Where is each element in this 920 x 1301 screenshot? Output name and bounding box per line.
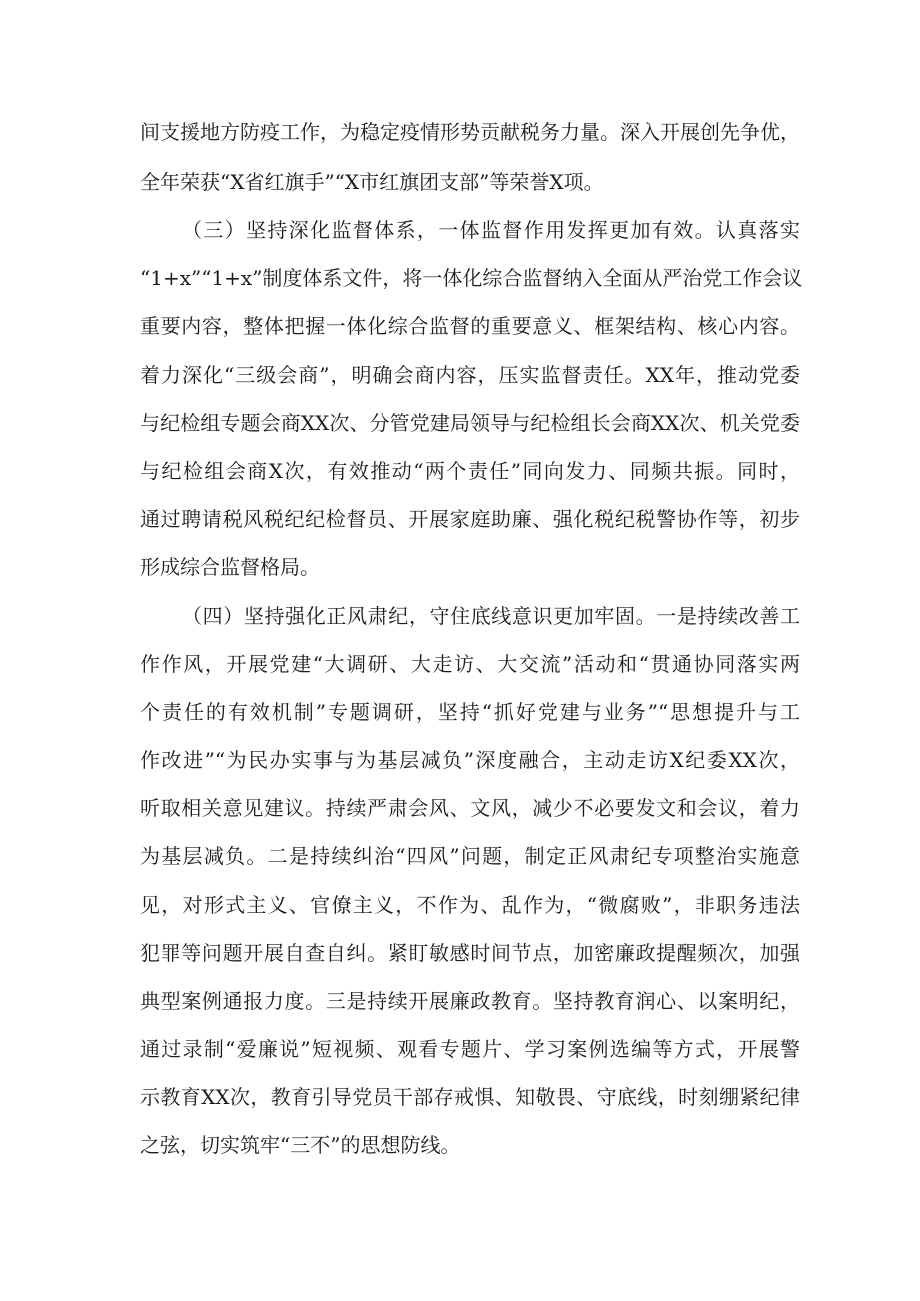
text-line-7: 与纪检组专题会商XX次、分管党建局领导与纪检组长会商XX次、机关党委 <box>140 411 800 435</box>
text-line-19: 典型案例通报力度。三是持续开展廉政教育。坚持教育润心、以案明纪， <box>140 989 800 1013</box>
text-line-10: 形成综合监督格局。 <box>140 555 320 579</box>
section-four-heading-line: （四）坚持强化正风肃纪，守住底线意识更加牢固。一是持续改善工 <box>182 604 800 628</box>
text-line-22: 之弦，切实筑牢“三不”的思想防线。 <box>140 1133 461 1157</box>
text-line-16: 为基层减负。二是持续纠治“四风”问题，制定正风肃纪专项整治实施意 <box>140 844 800 868</box>
text-line-4: “1+x”“1+x”制度体系文件，将一体化综合监督纳入全面从严治党工作会议 <box>140 266 803 290</box>
text-line-2: 全年荣获“X省红旗手”“X市红旗团支部”等荣誉X项。 <box>140 170 604 194</box>
text-line-14: 作改进”“为民办实事与为基层减负”深度融合，主动走访X纪委XX次， <box>140 748 800 772</box>
text-line-1: 间支援地方防疫工作，为稳定疫情形势贡献税务力量。深入开展创先争优， <box>140 120 800 144</box>
section-three-heading-line: （三）坚持深化监督体系，一体监督作用发挥更加有效。认真落实 <box>182 218 800 242</box>
text-line-5: 重要内容，整体把握一体化综合监督的重要意义、框架结构、核心内容。 <box>140 314 800 338</box>
text-line-20: 通过录制“爱廉说”短视频、观看专题片、学习案例选编等方式，开展警 <box>140 1037 800 1061</box>
text-line-6: 着力深化“三级会商”，明确会商内容，压实监督责任。XX年，推动党委 <box>140 363 800 387</box>
text-line-9: 通过聘请税风税纪纪检督员、开展家庭助廉、强化税纪税警协作等，初步 <box>140 507 800 531</box>
text-line-8: 与纪检组会商X次，有效推动“两个责任”同向发力、同频共振。同时， <box>140 459 800 483</box>
text-line-21: 示教育XX次，教育引导党员干部存戒惧、知敬畏、守底线，时刻绷紧纪律 <box>140 1085 800 1109</box>
text-line-13: 个责任的有效机制”专题调研，坚持“抓好党建与业务”“思想提升与工 <box>140 700 800 724</box>
text-line-12: 作作风，开展党建“大调研、大走访、大交流”活动和“贯通协同落实两 <box>140 652 800 676</box>
text-line-17: 见，对形式主义、官僚主义，不作为、乱作为，“微腐败”，非职务违法 <box>140 893 800 917</box>
text-line-15: 听取相关意见建议。持续严肃会风、文风，减少不必要发文和会议，着力 <box>140 796 800 820</box>
text-line-18: 犯罪等问题开展自查自纠。紧盯敏感时间节点，加密廉政提醒频次，加强 <box>140 941 800 965</box>
